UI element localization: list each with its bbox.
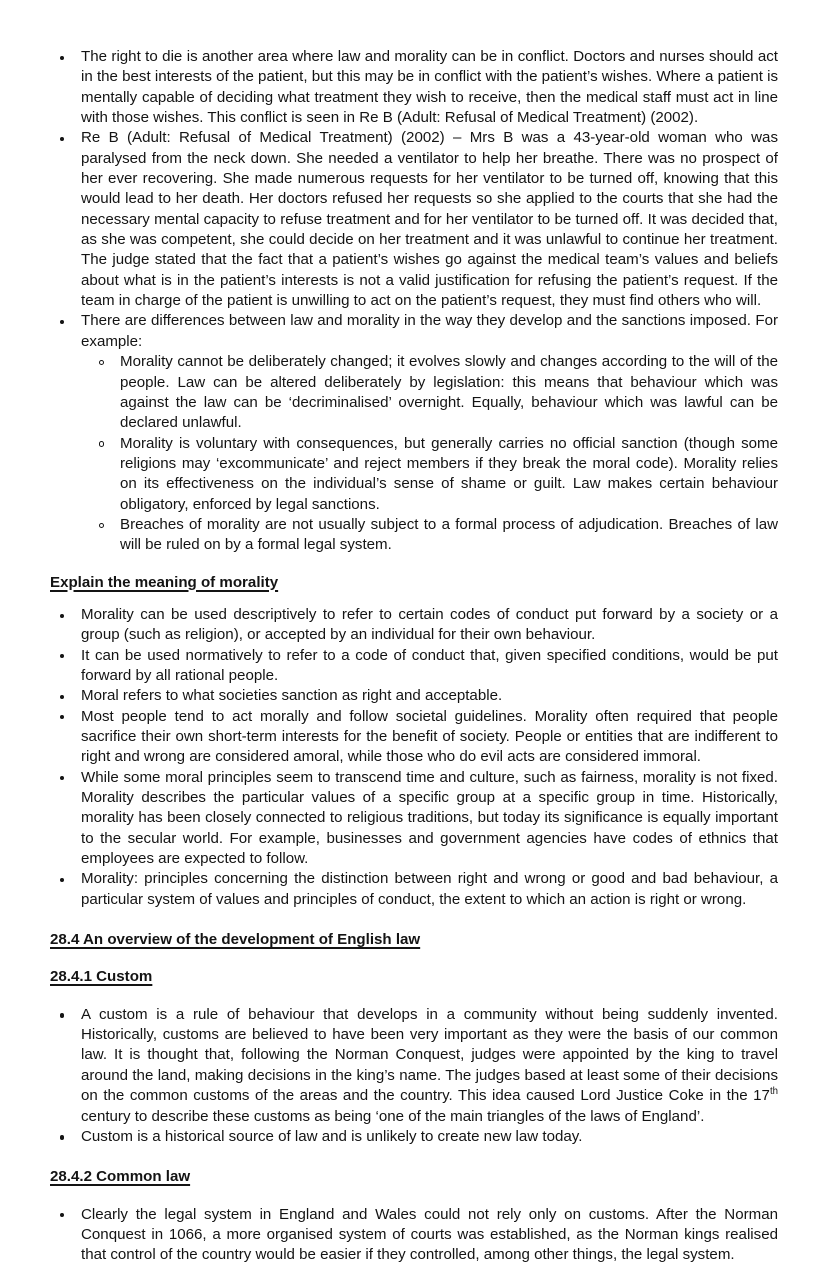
list-item: Re B (Adult: Refusal of Medical Treatment) (2002) – Mrs B was a 43-year-old woman who was paralysed from the neck down. She needed a ventilator to help her breathe. There was no prospect of her ever recovering. She made numerous requests for her ventilator to be turned off, knowing that this would lead to her death. Her doctors refused her requests so she applied to the courts that she had the necessary mental capacity to refuse treatment and for her ventilator to be turned off. It was decided that, as she was competent, she could decide on her treatment and it was unlawful to continue her treatment. The judge stated that the fact that a patient’s wishes go against the medical team’s values and beliefs about what is in the patient’s interests is not a valid justification for refusing the patient’s request. If the team in charge of the patient is unwilling to act on the patient’s request, they must find others who will. [50, 128, 778, 311]
list-item [50, 1005, 778, 1127]
list-item: Clearly the legal system in England and Wales could not rely only on customs. After the Norman Conquest in 1066, a more organised system of courts was established, as the Norman kings realised that control of the country would be easier if they controlled, among other things, the legal system. [50, 1205, 778, 1266]
spacer [50, 1147, 778, 1167]
heading-text: Explain the meaning of morality [50, 573, 279, 591]
document-body [50, 47, 778, 1266]
spacer [50, 950, 778, 967]
section-heading-morality-meaning [50, 573, 778, 593]
list-item: Morality cannot be deliberately changed; it evolves slowly and changes according to the will of the people. Law can be altered deliberately by legislation: this means that behaviour which was against the law can be ‘decriminalised’ overnight. Equally, behaviour which was lawful can be declared unlawful. [87, 352, 778, 433]
nested-list-wrapper [87, 352, 778, 555]
list-item: Morality can be used descriptively to refer to certain codes of conduct put forward by a society or a group (such as religion), or accepted by an individual for their own behaviour. [50, 605, 778, 646]
bullet-list-differences [87, 352, 778, 555]
list-item: Moral refers to what societies sanction as right and acceptable. [50, 686, 778, 706]
list-item: Most people tend to act morally and follow societal guidelines. Morality often required that people sacrifice their own short-term interests for the benefit of society. People or entities that are indifferent to right and wrong are considered amoral, while those who do evil acts are considered immoral. [50, 707, 778, 768]
spacer [50, 1188, 778, 1205]
list-item: Morality is voluntary with consequences, but generally carries no official sanction (though some religions may ‘excommunicate’ and reject members if they break the moral code). Morality relies on its effectiveness on the individual’s sense of shame or guilt. Law makes certain behaviour obligatory, enforced by legal sanctions. [87, 434, 778, 515]
ordinal-suffix: th [769, 1086, 778, 1098]
spacer [50, 910, 778, 930]
bullet-list-common-law [50, 1205, 778, 1266]
list-item: Breaches of morality are not usually subject to a formal process of adjudication. Breaches of law will be ruled on by a formal legal system. [87, 515, 778, 556]
list-item: Custom is a historical source of law and is unlikely to create new law today. [50, 1127, 778, 1147]
heading-text: 28.4 An overview of the development of English law [50, 931, 421, 949]
spacer [50, 593, 778, 605]
section-heading-custom [50, 967, 778, 987]
list-item-text-before: A custom is a rule of behaviour that develops in a community without being suddenly invented. Historically, customs are believed to have been very important as they were the basis of our common law. It is thought that, following the Norman Conquest, judges were appointed by the king to travel around the land, making decisions in the king’s name. The judges based at least some of their decisions on the common customs of the areas and the country. This idea caused Lord Justice Coke in the 17 [81, 1005, 778, 1105]
heading-text: 28.4.1 Custom [50, 968, 153, 986]
spacer [50, 556, 778, 573]
bullet-list-morality-meaning [50, 605, 778, 910]
list-item: The right to die is another area where law and morality can be in conflict. Doctors and nurses should act in the best interests of the patient, but this may be in conflict with the patient’s wishes. Where a patient is mentally capable of deciding what treatment they wish to receive, then the medical staff must act in line with those wishes. This conflict is seen in Re B (Adult: Refusal of Medical Treatment) (2002). [50, 47, 778, 128]
heading-text: 28.4.2 Common law [50, 1168, 191, 1186]
section-heading-common-law [50, 1167, 778, 1187]
list-item: There are differences between law and morality in the way they develop and the sanctions imposed. For example: [50, 311, 778, 352]
list-item-text-after: century to describe these customs as being ‘one of the main triangles of the laws of England’. [81, 1107, 705, 1125]
list-item: Morality: principles concerning the distinction between right and wrong or good and bad behaviour, a particular system of values and principles of conduct, the extent to which an action is right or wrong. [50, 869, 778, 910]
list-item: It can be used normatively to refer to a code of conduct that, given specified conditions, would be put forward by all rational people. [50, 646, 778, 687]
section-heading-english-law [50, 930, 778, 950]
bullet-list-conflict [50, 47, 778, 352]
list-item: While some moral principles seem to transcend time and culture, such as fairness, morality is not fixed. Morality describes the particular values of a specific group at a specific group in time. Historically, morality has been closely connected to religious traditions, but today its significance is equally important to the secular world. For example, businesses and government agencies have codes of ethnics that employees are expected to follow. [50, 768, 778, 870]
bullet-list-custom [50, 1005, 778, 1147]
spacer [50, 988, 778, 1005]
